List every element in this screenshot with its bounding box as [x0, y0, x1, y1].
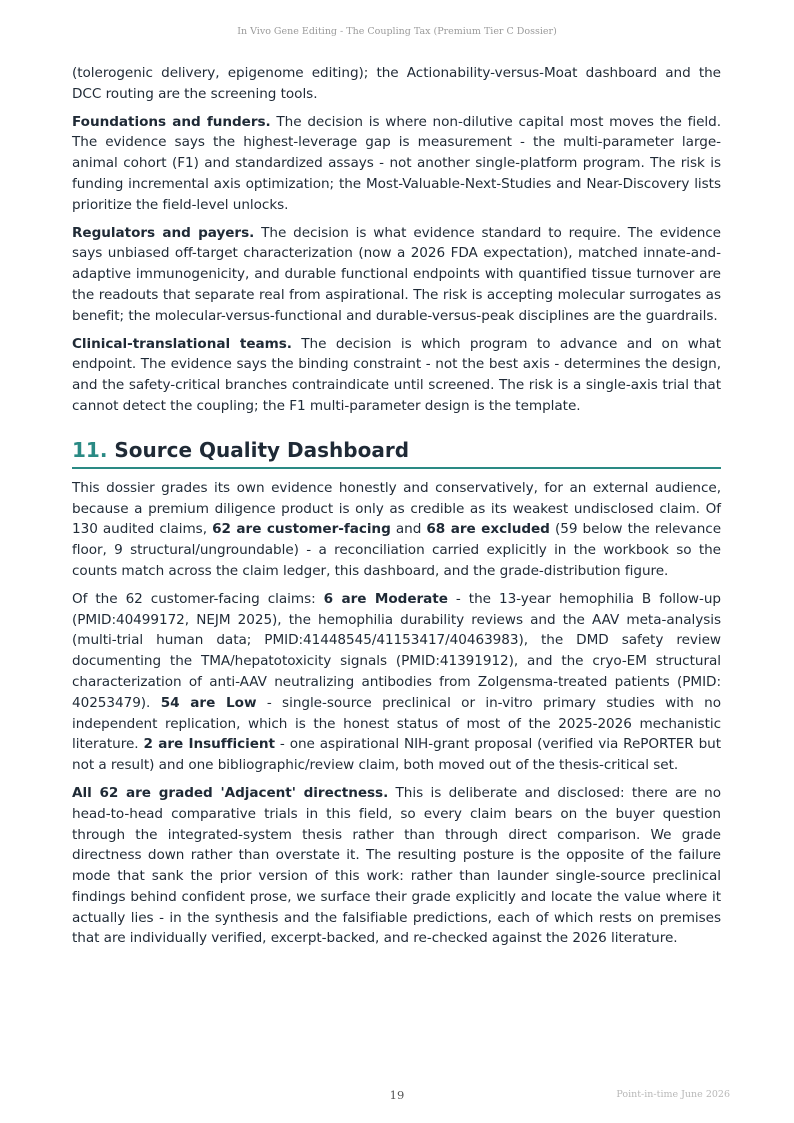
- text-run: This dossier grades its own evidence honestly and conservatively, for an external audience, because a premium diligence product is only as credible as its weakest undisclosed claim. Of 130 audited claims,: [72, 479, 721, 538]
- text-run: and: [390, 521, 427, 538]
- text-run: (59 below the relevance floor, 9 structural/ungroundable) - a reconciliation carried explicitly in the workbook so the counts match across the claim ledger, this dashboard, and the grade-distribution figure.: [72, 521, 722, 579]
- audience-text: The decision is which program to advance and on what endpoint. The evidence says the binding constraint - not the best axis - determines the design, and the safety-critical branches contraindicate until screened. The risk is a single-axis trial that cannot detect the coupling; the F1 multi-parameter design is the template.: [72, 335, 721, 414]
- section-heading: [72, 437, 721, 469]
- bold-run: 68 are excluded: [426, 521, 550, 538]
- audience-label: Regulators and payers.: [72, 224, 255, 241]
- audience-label: Clinical-translational teams.: [72, 335, 292, 352]
- audience-paragraph-funders: [72, 112, 721, 216]
- bold-run: 6 are Moderate: [323, 590, 448, 607]
- text-run: Of the 62 customer-facing claims:: [72, 590, 324, 607]
- text-run: - single-source preclinical or in-vitro primary studies with no independent replication, which is the honest status of most of the 2025-2026 mechanistic literature.: [72, 694, 721, 753]
- section-number: 11.: [72, 437, 108, 462]
- section-title: Source Quality Dashboard: [114, 437, 410, 462]
- dashboard-paragraph-grades: [72, 589, 721, 776]
- audience-label: Foundations and funders.: [72, 113, 271, 130]
- page-number: 19: [389, 1088, 405, 1102]
- text-run: This is deliberate and disclosed: there are no head-to-head comparative trials in this field, so every claim bears on the buyer question through the integrated-system thesis rather than through direct comparison. We grade directness down rather than overstate it. The resulting posture is the opposite of the failure mode that sank the prior version of this work: rather than launder single-source preclinical findings behind confident prose, we surface their grade explicitly and locate the value where it actually lies - in the synthesis and the falsifiable predictions, each of which rests on premises that are individually verified, excerpt-backed, and re-checked against the 2026 literature.: [72, 784, 722, 947]
- dashboard-paragraph-overview: [72, 478, 721, 582]
- bold-run: 54 are Low: [160, 694, 257, 711]
- text-run: - the 13-year hemophilia B follow-up (PMID:40499172, NEJM 2025), the hemophilia durability reviews and the AAV meta-analysis (multi-trial human data; PMID:41448545/41153417/40463983), the DMD safety review documenting the TMA/hepatotoxicity signals (PMID:41391912), and the cryo-EM structural characterization of anti-AAV neutralizing antibodies from Zolgensma-treated patients (PMID: 40253479).: [72, 590, 721, 711]
- intro-continuation-paragraph: (tolerogenic delivery, epigenome editing); the Actionability-versus-Moat dashboard and the DCC routing are the screening tools.: [72, 65, 721, 102]
- footer-note: Point-in-time June 2026: [616, 1089, 730, 1100]
- bold-run: 62 are customer-facing: [212, 521, 391, 538]
- audience-text: The decision is where non-dilutive capital most moves the field. The evidence says the highest-leverage gap is measurement - the multi-parameter large-animal cohort (F1) and standardized assays - not another single-platform program. The risk is funding incremental axis optimization; the Most-Valuable-Next-Studies and Near-Discovery lists prioritize the field-level unlocks.: [72, 113, 721, 213]
- audience-text: The decision is what evidence standard to require. The evidence says unbiased off-target characterization (now a 2026 FDA expectation), matched innate-and-adaptive immunogenicity, and durable functional endpoints with quantified tissue turnover are the readouts that separate real from aspirational. The risk is accepting molecular surrogates as benefit; the molecular-versus-functional and durable-versus-peak disciplines are the guardrails.: [72, 224, 721, 324]
- dashboard-paragraph-directness: [72, 783, 721, 949]
- text-run: - one aspirational NIH-grant proposal (verified via RePORTER but not a result) and one bibliographic/review claim, both moved out of the thesis-critical set.: [72, 736, 721, 774]
- audience-paragraph-regulators: [72, 223, 721, 327]
- running-header: In Vivo Gene Editing - The Coupling Tax (Premium Tier C Dossier): [237, 26, 557, 37]
- bold-run: 2 are Insufficient: [143, 736, 275, 753]
- bold-run: All 62 are graded 'Adjacent' directness.: [72, 784, 389, 801]
- page-body: [72, 63, 721, 956]
- audience-paragraph-clinical: [72, 334, 721, 417]
